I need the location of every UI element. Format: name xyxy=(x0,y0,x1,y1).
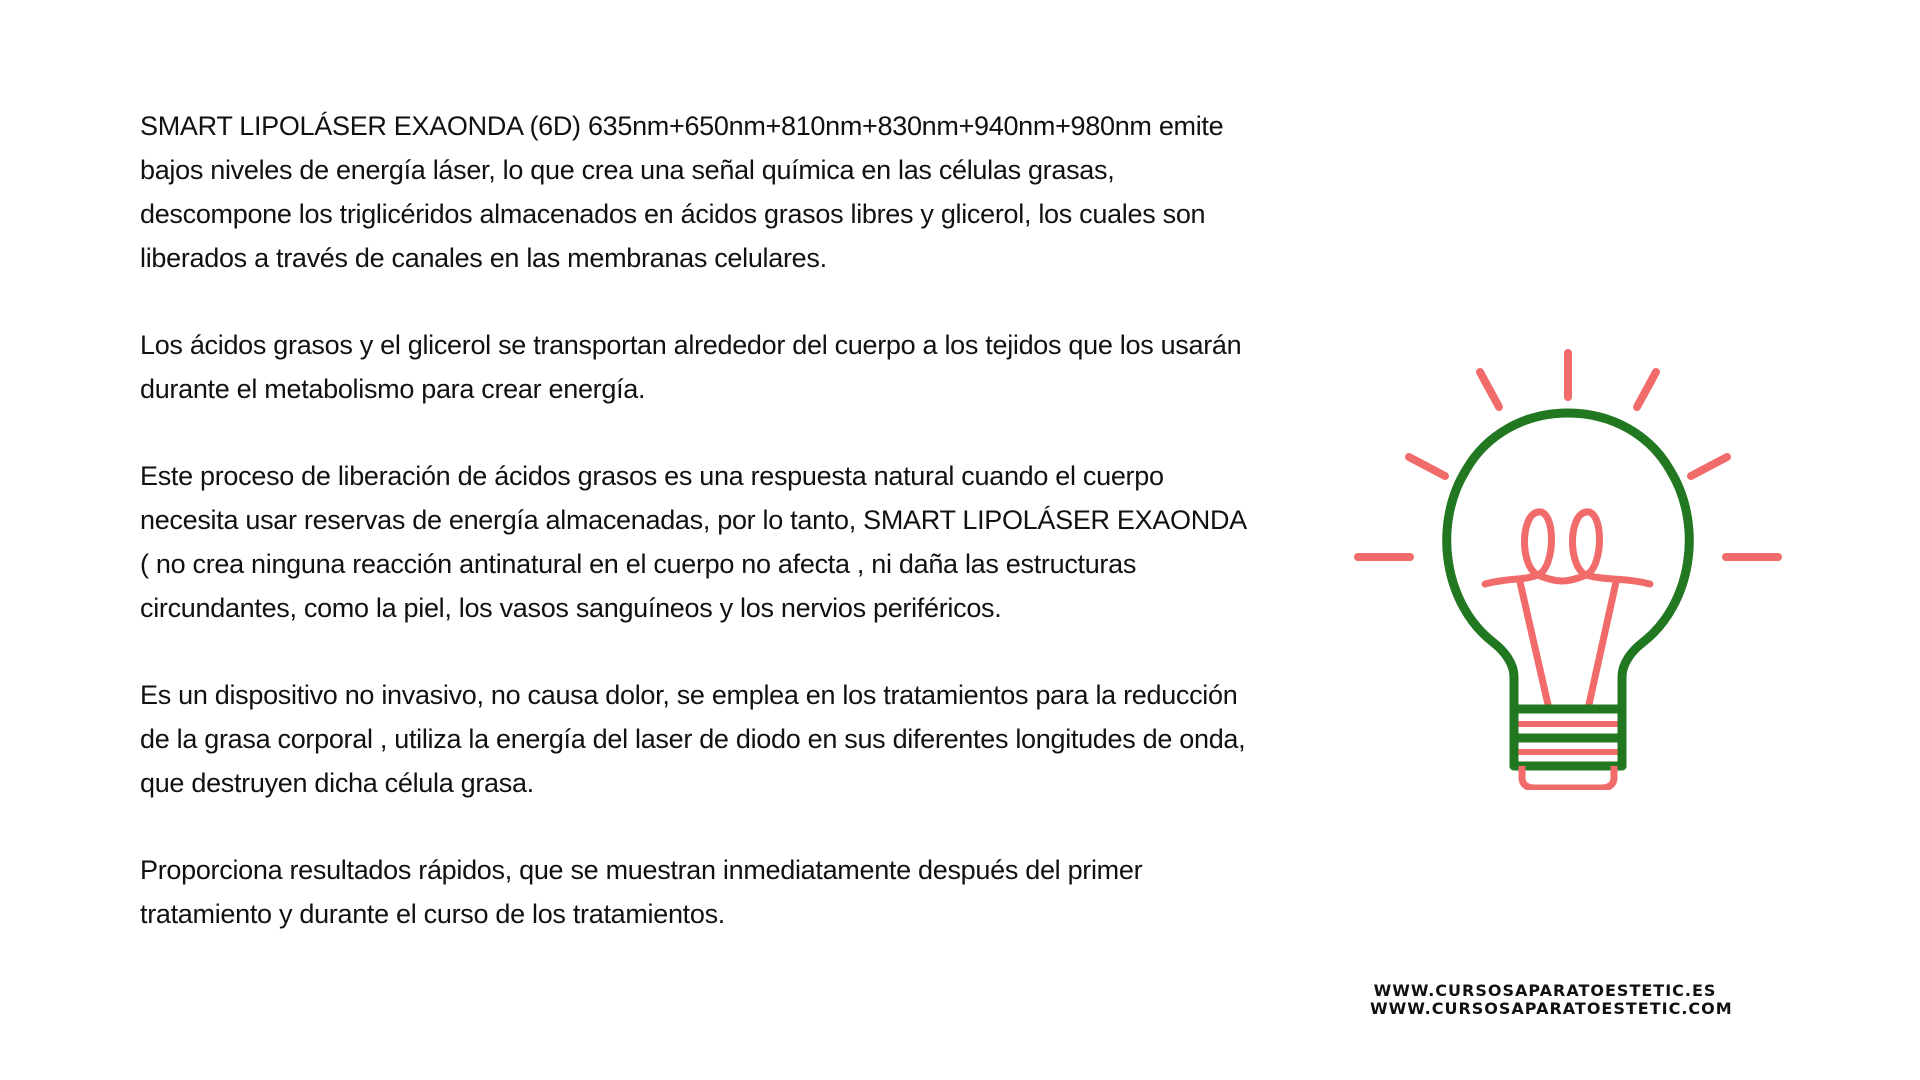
ray-right-diagonal xyxy=(1691,457,1727,476)
bulb-glass xyxy=(1447,413,1690,709)
ray-upper-left xyxy=(1480,372,1499,407)
website-com-link[interactable]: WWW.CURSOSAPARATOESTETIC.COM xyxy=(1370,999,1733,1018)
filament-left-loop xyxy=(1525,512,1552,575)
paragraph-device: Es un dispositivo no invasivo, no causa dolor, se emplea en los tratamientos para la reducción de la grasa corporal , utiliza la energía del laser de diodo en sus diferentes longitudes de onda, que destruyen dicha célula grasa. xyxy=(140,680,1246,798)
website-footer xyxy=(1370,981,1733,1018)
ray-left-diagonal xyxy=(1409,457,1445,476)
filament-support-right xyxy=(1588,582,1616,709)
filament-right-loop xyxy=(1573,512,1600,575)
body-text xyxy=(140,104,1340,979)
paragraph-results: Proporciona resultados rápidos, que se muestran inmediatamente después del primer tratamiento y durante el curso de los tratamientos. xyxy=(140,855,1143,929)
paragraph-process: Este proceso de liberación de ácidos grasos es una respuesta natural cuando el cuerpo necesita usar reservas de energía almacenadas, por lo tanto, SMART LIPOLÁSER EXAONDA ( no crea ninguna reacción antinatural en el cuerpo no afecta , ni daña las estructuras circundantes, como la piel, los vasos sanguíneos y los nervios periféricos. xyxy=(140,461,1247,623)
website-es-link[interactable]: WWW.CURSOSAPARATOESTETIC.ES xyxy=(1373,981,1717,1000)
paragraph-intro: SMART LIPOLÁSER EXAONDA (6D) 635nm+650nm+810nm+830nm+940nm+980nm emite bajos niveles de energía láser, lo que crea una señal química en las células grasas, descompone los triglicéridos almacenados en ácidos grasos libres y glicerol, los cuales son liberados a través de canales en las membranas celulares. xyxy=(140,111,1224,273)
filament-support-left xyxy=(1520,582,1549,709)
filament-left-wire xyxy=(1485,575,1538,584)
ray-upper-right xyxy=(1637,372,1656,407)
filament-middle-wire xyxy=(1538,575,1586,581)
paragraph-transport: Los ácidos grasos y el glicerol se transportan alrededor del cuerpo a los tejidos que los usarán durante el metabolismo para crear energía. xyxy=(140,330,1242,404)
light-bulb-icon xyxy=(1352,345,1782,790)
bulb-base xyxy=(1514,709,1622,788)
light-rays xyxy=(1358,353,1778,557)
